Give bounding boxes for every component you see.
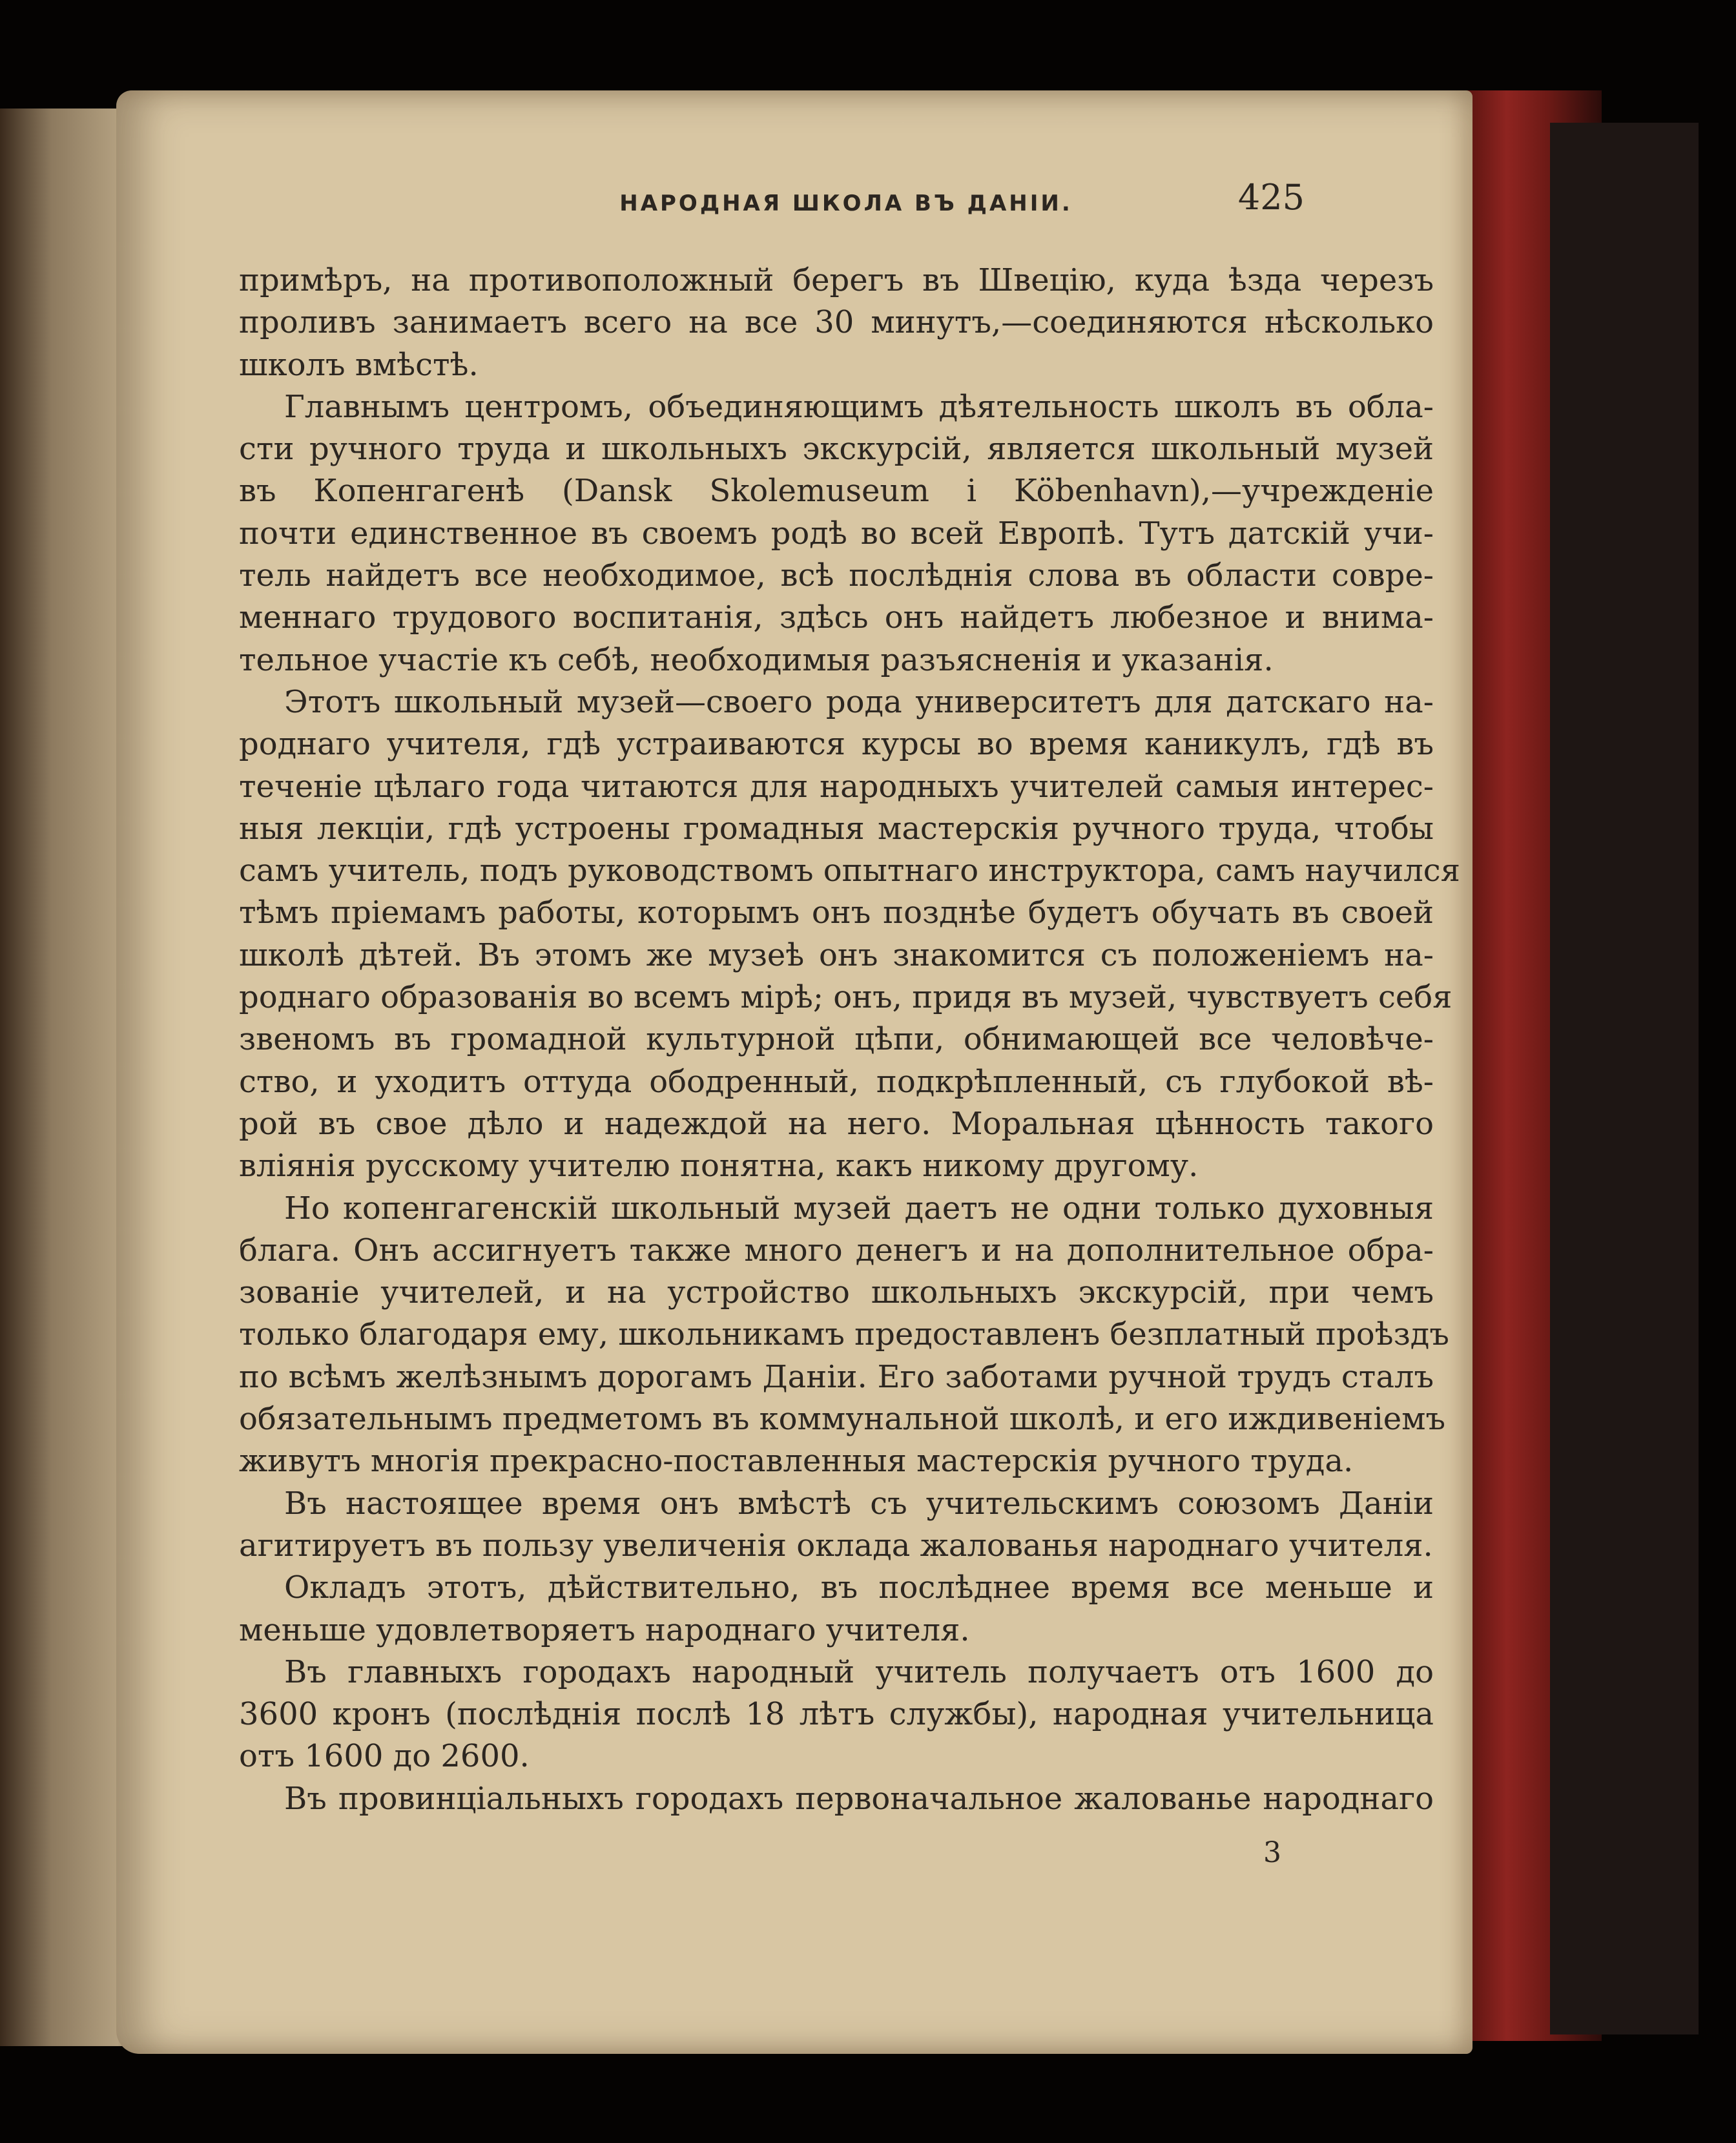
text-line: Въ главныхъ городахъ народный учитель получаетъ отъ 1600 до — [284, 1653, 1434, 1690]
text-line: вліянія русскому учителю понятна, какъ никому другому. — [239, 1148, 1199, 1185]
text-line: зованіе учителей, и на устройство школьныхъ экскурсій, при чемъ — [239, 1274, 1434, 1311]
text-line: школъ вмѣстѣ. — [239, 346, 479, 383]
signature-mark: 3 — [1263, 1836, 1281, 1869]
text-line: въ Копенгагенѣ (Dansk Skolemuseum i Köbenhavn),—учрежденіе — [239, 473, 1434, 510]
page-body — [239, 260, 1460, 1820]
text-line: самъ учитель, подъ руководствомъ опытнаго инструктора, самъ научился — [239, 853, 1460, 889]
text-line: рой въ свое дѣло и надеждой на него. Моральная цѣнность такого — [239, 1105, 1434, 1142]
text-line: Этотъ школьный музей—своего рода университетъ для датскаго на- — [284, 683, 1434, 720]
text-line: тѣмъ пріемамъ работы, которымъ онъ позднѣе будетъ обучать въ своей — [239, 895, 1434, 931]
text-line: ныя лекціи, гдѣ устроены громадныя мастерскія ручного труда, чтобы — [239, 810, 1434, 847]
text-line: тельное участіе къ себѣ, необходимыя разъясненія и указанія. — [239, 641, 1274, 678]
book-page — [116, 90, 1472, 2054]
text-line: отъ 1600 до 2600. — [239, 1738, 530, 1775]
running-title: НАРОДНАЯ ШКОЛА ВЪ ДАНІИ. — [619, 191, 1073, 216]
text-line: Окладъ этотъ, дѣйствительно, въ послѣднее время все меньше и — [284, 1569, 1434, 1606]
text-line: блага. Онъ ассигнуетъ также много денегъ и на дополнительное обра- — [239, 1232, 1434, 1268]
text-line: агитируетъ въ пользу увеличенія оклада жалованья народнаго учителя. — [239, 1527, 1433, 1564]
text-line: школѣ дѣтей. Въ этомъ же музеѣ онъ знакомится съ положеніемъ на- — [239, 937, 1434, 973]
text-line: по всѣмъ желѣзнымъ дорогамъ Даніи. Его заботами ручной трудъ сталъ — [239, 1358, 1434, 1395]
text-line: проливъ занимаетъ всего на все 30 минутъ,—соединяются нѣсколько — [239, 304, 1434, 341]
text-line: только благодаря ему, школьникамъ предоставленъ безплатный проѣздъ — [239, 1316, 1449, 1353]
text-line: звеномъ въ громадной культурной цѣпи, обнимающей все человѣче- — [239, 1021, 1434, 1058]
text-line: Въ провинціальныхъ городахъ первоначальное жалованье народнаго — [284, 1780, 1434, 1817]
text-line: Въ настоящее время онъ вмѣстѣ съ учительскимъ союзомъ Даніи — [284, 1485, 1434, 1522]
text-line: теченіе цѣлаго года читаются для народныхъ учителей самыя интерес- — [239, 768, 1434, 805]
text-line: Главнымъ центромъ, объединяющимъ дѣятельность школъ въ обла- — [284, 388, 1434, 425]
text-line: обязательнымъ предметомъ въ коммунальной школѣ, и его иждивеніемъ — [239, 1401, 1445, 1438]
text-line: 3600 кронъ (послѣднія послѣ 18 лѣтъ службы), народная учительница — [239, 1696, 1434, 1733]
text-line: роднаго образованія во всемъ мірѣ; онъ, придя въ музей, чувствуетъ себя — [239, 979, 1452, 1016]
text-line: сти ручного труда и школьныхъ экскурсій, является школьный музей — [239, 431, 1434, 468]
text-line: роднаго учителя, гдѣ устраиваются курсы во время каникулъ, гдѣ въ — [239, 726, 1434, 763]
text-line: живутъ многія прекрасно-поставленныя мастерскія ручного труда. — [239, 1443, 1354, 1480]
text-line: почти единственное въ своемъ родѣ во всей Европѣ. Тутъ датскій учи- — [239, 515, 1434, 552]
book-cover — [1550, 123, 1699, 2034]
text-line: меньше удовлетворяетъ народнаго учителя. — [239, 1611, 970, 1648]
text-line: меннаго трудового воспитанія, здѣсь онъ найдетъ любезное и внима- — [239, 599, 1434, 636]
text-line: Но копенгагенскій школьный музей даетъ не одни только духовныя — [284, 1190, 1434, 1227]
text-line: примѣръ, на противоположный берегъ въ Швецію, куда ѣзда черезъ — [239, 262, 1434, 298]
text-line: ство, и уходитъ оттуда ободренный, подкрѣпленный, съ глубокой вѣ- — [239, 1063, 1434, 1100]
text-line: тель найдетъ все необходимое, всѣ послѣднія слова въ области совре- — [239, 557, 1434, 594]
page-number: 425 — [1237, 177, 1305, 218]
